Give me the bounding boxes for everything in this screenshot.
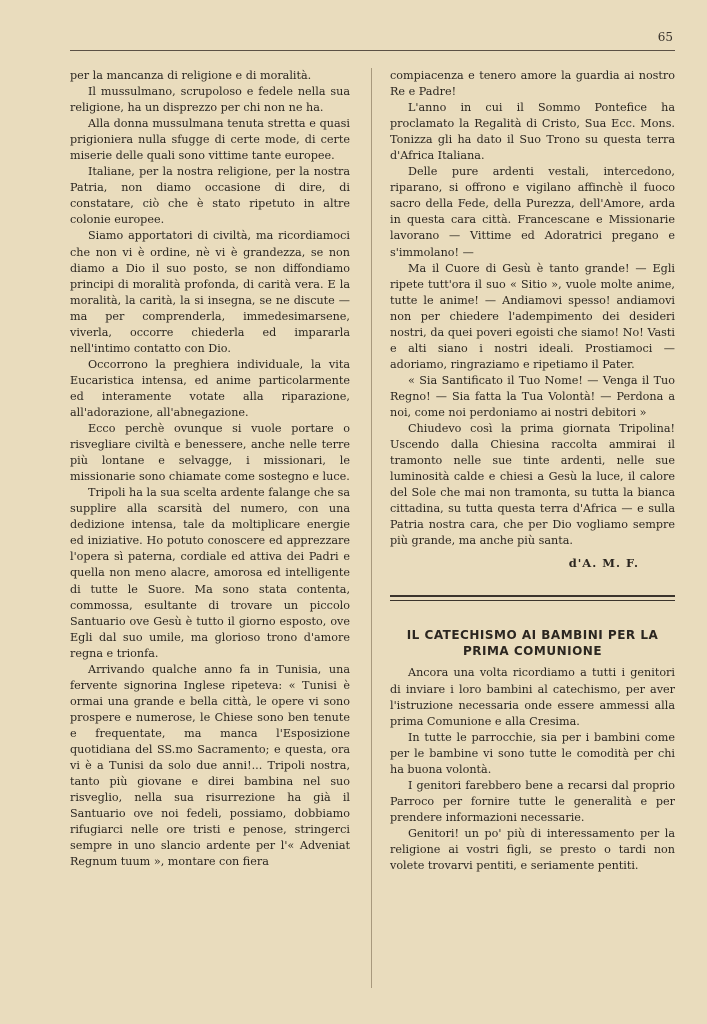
paragraph: Ma il Cuore di Gesù è tanto grande! — Egli ripete tutt'ora il suo « Sitio », vuole molte anime, tutte le anime! — Andiamovi spesso! andiamovi non per chiedere l'adempimento dei desideri nostri, da quei poveri egoisti che siamo! No! Vasti e alti siano i nostri ideali. Prostiamoci — adoriamo, ringraziamo e ripetiamo il Pater. bbox=[390, 261, 675, 371]
paragraph: Alla donna mussulmana tenuta stretta e quasi prigioniera nulla sfugge di certe mode, di certe miserie delle quali sono vittime tante europee. bbox=[70, 117, 350, 163]
paragraph: Il mussulmano, scrupoloso e fedele nella sua religione, ha un disprezzo per chi non ne ha. bbox=[70, 85, 350, 115]
paragraph: Delle pure ardenti vestali, intercedono, riparano, si offrono e vigilano affinchè il fuoco sacro della Fede, della Purezza, dell'Amore, arda in questa cara città. Francescane e Missionarie lavorano — Vittime ed Adoratrici pregano e s'immolano! — bbox=[390, 165, 675, 259]
paragraph: Siamo apportatori di civiltà, ma ricordiamoci che non vi è ordine, nè vi è grandezza, se non diamo a Dio il suo posto, se non diffondiamo principi di moralità profonda, di carità vera. E la moralità, la carità, la si insegna, se ne discute — ma per comprenderla, immedesimarsene, viverla, occorre chiederla ed impararla nell'intimo contatto con Dio. bbox=[70, 229, 350, 355]
section-separator bbox=[390, 595, 675, 601]
paragraph: In tutte le parrocchie, sia per i bambini come per le bambine vi sono tutte le comodità per chi ha buona volontà. bbox=[390, 730, 675, 776]
paragraph: Tripoli ha la sua scelta ardente falange che sa supplire alla scarsità del numero, con una dedizione intensa, tale da moltiplicare energie ed iniziative. Ho potuto conoscere ed apprezzare l'opera sì paterna, cordiale ed attiva dei Padri e quella non meno alacre, amorosa ed intelligente di tutte le Suore. Ma sono stata contenta, commossa, esultante di trovare un piccolo Santuario ove Gesù è tutto il giorno esposto, ove Egli dal suo umile, ma glorioso trono d'amore regna e trionfa. bbox=[70, 486, 350, 660]
page-number: 65 bbox=[657, 30, 673, 44]
paragraph: « Sia Santificato il Tuo Nome! — Venga il Tuo Regno! — Sia fatta la Tua Volontà! — Perdona a noi, come noi perdoniamo ai nostri debitori » bbox=[390, 373, 675, 419]
paragraph: per la mancanza di religione e di moralità. bbox=[70, 69, 312, 82]
paragraph: Chiudevo così la prima giornata Tripolina! Uscendo dalla Chiesina raccolta ammirai il tramonto nelle sue tinte ardenti, nelle sue luminosità calde e chiesi a Gesù la luce, il calore del Sole che mai non tramonta, su tutta la bianca cittadina, su tutta questa terra d'Africa — e sulla Patria nostra cara, che per Dio vogliamo sempre più grande, ma anche più santa. bbox=[390, 422, 675, 548]
author-signature: d'A. M. F. bbox=[568, 556, 639, 571]
paragraph: Arrivando qualche anno fa in Tunisia, una fervente signorina Inglese ripeteva: « Tunisi è ormai una grande e bella città, le opere vi sono prospere e numerose, le Chiese sono ben tenute e frequentate, ma manca l'Esposizione quotidiana del SS.mo Sacramento; e questa, ora vi è a Tunisi da solo due anni!... Tripoli nostra, tanto più giovane e direi bambina nel suo risveglio, nella sua risurrezione ha già il Santuario ove noi fedeli, possiamo, dobbiamo rifugiarci nelle ore tristi e penose, stringerci sempre in uno slancio ardente per l'« Adveniat Regnum tuum », montare con fiera bbox=[70, 662, 350, 869]
paragraph: Occorrono la preghiera individuale, la vita Eucaristica intensa, ed anime particolarmente ed interamente votate alla riparazione, all'adorazione, all'abnegazione. bbox=[70, 357, 350, 419]
right-column bbox=[390, 68, 675, 874]
left-column bbox=[70, 68, 350, 870]
paragraph: Genitori! un po' più di interessamento per la religione ai vostri figli, se presto o tardi non volete trovarvi pentiti, e seriamente pentiti. bbox=[390, 826, 675, 873]
section-heading: IL CATECHISMO AI BAMBINI PER LA PRIMA COMUNIONE bbox=[406, 628, 659, 659]
paragraph: compiacenza e tenero amore la guardia ai nostro Re e Padre! bbox=[390, 69, 675, 99]
column-divider bbox=[371, 68, 372, 988]
paragraph: I genitori farebbero bene a recarsi dal proprio Parroco per fornire tutte le generalità e per prendere informazioni necessarie. bbox=[390, 778, 675, 824]
paragraph: Italiane, per la nostra religione, per la nostra Patria, non diamo occasione di dire, di constatare, ciò che è stato ripetuto in altre colonie europee. bbox=[70, 165, 350, 227]
paragraph: L'anno in cui il Sommo Pontefice ha proclamato la Regalità di Cristo, Sua Ecc. Mons. Tonizza gli ha dato il Suo Trono su questa terra d'Africa Italiana. bbox=[390, 101, 675, 163]
paragraph: Ancora una volta ricordiamo a tutti i genitori di inviare i loro bambini al catechismo, per aver l'istruzione necessaria onde essere ammessi alla prima Comunione e alla Cresima. bbox=[390, 666, 675, 728]
header-rule bbox=[70, 50, 675, 51]
paragraph: Ecco perchè ovunque si vuole portare o risvegliare civiltà e benessere, anche nelle terre più lontane e selvagge, i missionari, le missionarie sono chiamate come sostegno e luce. bbox=[70, 422, 350, 484]
